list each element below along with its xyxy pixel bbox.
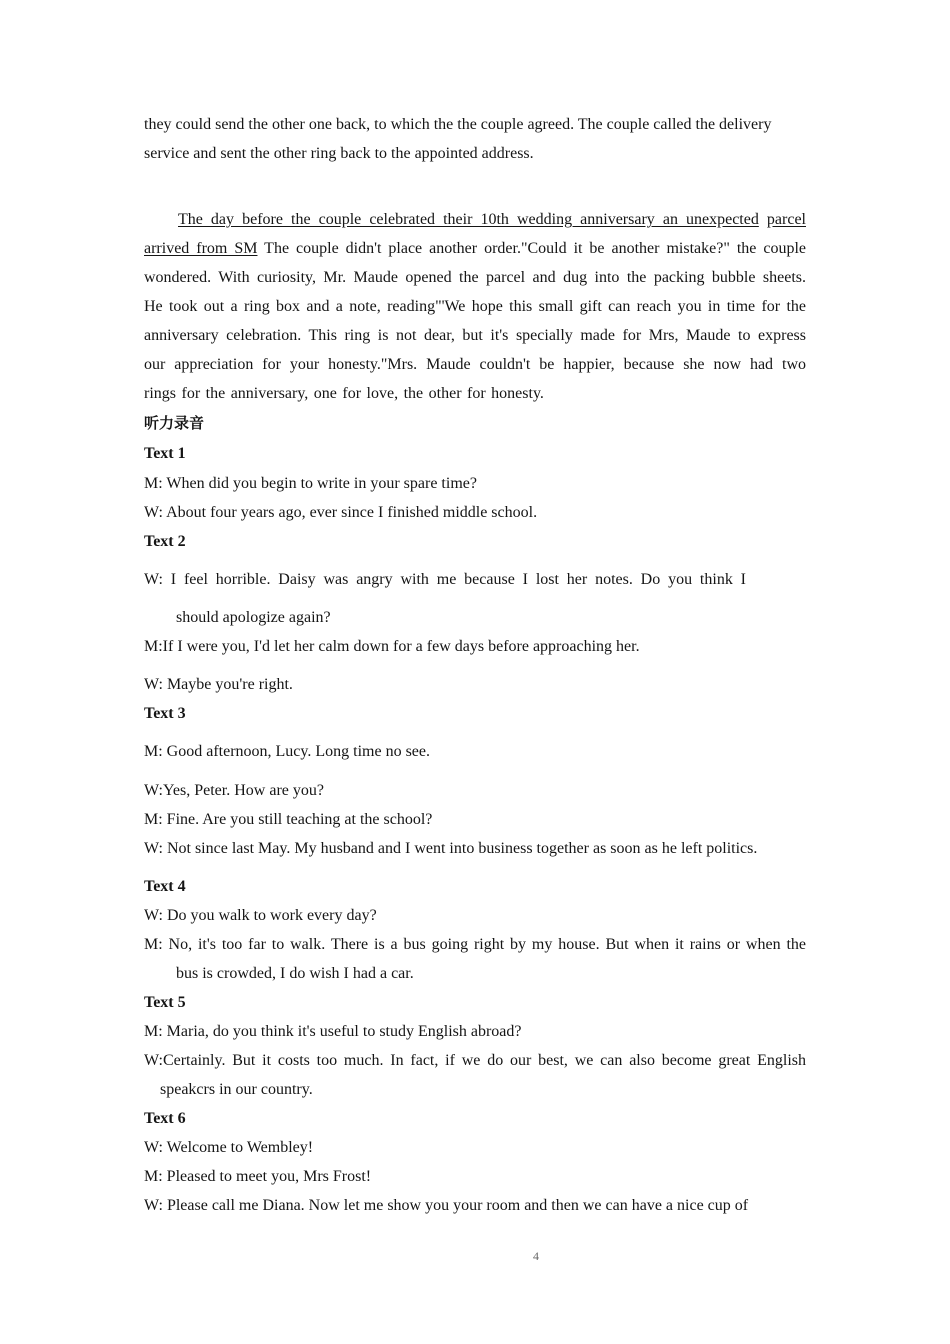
story-text: The couple didn't place another order."Could it be another mistake?" the couple (264, 240, 806, 257)
dialogue-line: M:If I were you, I'd let her calm down for a few days before approaching her. (144, 638, 640, 655)
dialogue-line: M: Maria, do you think it's useful to study English abroad? (144, 1023, 522, 1040)
page-number: 4 (533, 1249, 539, 1263)
text-title: Text 1 (144, 445, 186, 462)
transcript-heading: 听力录音 (144, 414, 205, 432)
dialogue-line: M: Fine. Are you still teaching at the school? (144, 811, 433, 828)
dialogue-line: M: No, it's too far to walk. There is a bus going right by my house. But when it rains or when the (144, 936, 806, 953)
text-title: Text 3 (144, 705, 186, 722)
dialogue-line: M: When did you begin to write in your spare time? (144, 475, 477, 492)
story-line-3: wondered. With curiosity, Mr. Maude opened the parcel and dug into the packing bubble sheets. (144, 269, 806, 286)
dialogue-line: W: Maybe you're right. (144, 676, 293, 693)
dialogue-line: W: Welcome to Wembley! (144, 1139, 314, 1156)
underlined-text: The day before the couple celebrated their 10th wedding anniversary an unexpected (178, 211, 759, 228)
underlined-text: arrived from SM (144, 240, 258, 257)
dialogue-line: W: I feel horrible. Daisy was angry with me because I lost her notes. Do you think I (144, 571, 746, 588)
intro-line-1: they could send the other one back, to which the the couple agreed. The couple called the delivery (144, 116, 772, 133)
dialogue-line: W:Yes, Peter. How are you? (144, 782, 324, 799)
story-line-7: rings for the anniversary, one for love, the other for honesty. (144, 385, 544, 402)
intro-line-2: service and sent the other ring back to the appointed address. (144, 145, 534, 162)
story-line-6: our appreciation for your honesty."Mrs. Maude couldn't be happier, because she now had two (144, 356, 806, 373)
text-title: Text 5 (144, 994, 186, 1011)
story-line-5: anniversary celebration. This ring is not dear, but it's specially made for Mrs, Maude to express (144, 327, 806, 344)
dialogue-line: M: Good afternoon, Lucy. Long time no see. (144, 743, 431, 760)
dialogue-line-continued: bus is crowded, I do wish I had a car. (176, 965, 414, 982)
dialogue-line-continued: should apologize again? (176, 609, 331, 626)
dialogue-line: W: Do you walk to work every day? (144, 907, 377, 924)
text-title: Text 6 (144, 1110, 186, 1127)
story-line-4: He took out a ring box and a note, reading"'We hope this small gift can reach you in time for the (144, 298, 806, 315)
text-title: Text 2 (144, 533, 186, 550)
story-line-1 (178, 209, 806, 231)
dialogue-line: W:Certainly. But it costs too much. In fact, if we do our best, we can also become great English (144, 1052, 806, 1069)
dialogue-line: W: About four years ago, ever since I finished middle school. (144, 504, 538, 521)
dialogue-line: M: Pleased to meet you, Mrs Frost! (144, 1168, 372, 1185)
dialogue-line: W: Not since last May. My husband and I went into business together as soon as he left politics. (144, 840, 758, 857)
dialogue-line: W: Please call me Diana. Now let me show you your room and then we can have a nice cup of (144, 1197, 749, 1214)
text-title: Text 4 (144, 878, 186, 895)
dialogue-line-continued: speakcrs in our country. (160, 1081, 313, 1098)
underlined-text: parcel (766, 211, 806, 228)
story-line-2 (144, 238, 806, 260)
